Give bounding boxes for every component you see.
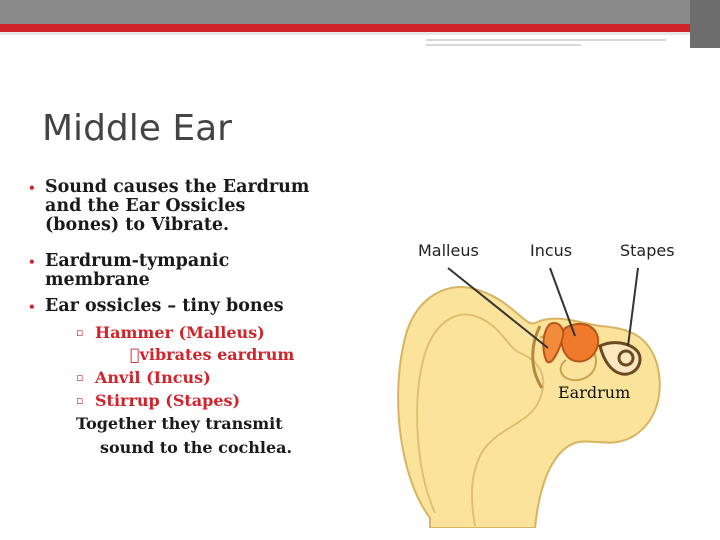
label-malleus: Malleus [418,241,479,260]
bullet-line: Sound causes the Eardrum [45,177,310,197]
bullet-marker: • [28,300,36,314]
sub-bullet-marker: ▫ [76,371,84,384]
bullet-marker: • [28,255,36,269]
note-line-1: Together they transmit [76,414,283,433]
ear-canal-shape [398,287,660,528]
top-band-red [0,24,690,32]
top-band-grey-dark [690,0,720,48]
bullet-line: Eardrum-tympanic [45,251,230,271]
label-stapes: Stapes [620,241,675,260]
bullet-eardrum [28,252,388,290]
sub-bullet-stirrup [76,389,388,412]
top-band-line-3 [426,44,581,46]
sub-bullet-text: Anvil (Incus) [95,368,211,387]
bullet-line: (bones) to Vibrate. [45,215,230,235]
sub-bullet-anvil [76,366,388,389]
sub-bullet-hammer [76,321,388,344]
sub-bullet-text: Stirrup (Stapes) [95,391,241,410]
bullet-text [45,178,309,235]
bullet-line: membrane [45,270,150,290]
sub-bullet-text: Hammer (Malleus) [95,323,265,342]
note-line-2: sound to the cochlea. [100,438,293,457]
slide-title: Middle Ear [42,108,232,149]
bullet-sound [28,178,388,235]
ear-diagram [390,228,690,528]
bullet-text [45,252,229,290]
bullet-line: and the Ear Ossicles [45,196,246,216]
sub-bullet-marker: ▫ [76,326,84,339]
label-eardrum: Eardrum [558,383,631,402]
bullet-marker: • [28,181,36,195]
ear-diagram-svg [390,228,690,528]
sub-bullet-marker: ▫ [76,394,84,407]
sub-bullet-continuation:  vibrates eardrum [130,345,295,364]
top-band-line-2 [426,39,666,41]
bullet-ossicles [28,297,388,317]
slide-content [28,178,388,460]
bullet-text: Ear ossicles – tiny bones [45,296,284,316]
ossicle-incus-shape [561,324,598,362]
top-band-line [0,32,690,35]
top-band-grey [0,0,720,24]
label-incus: Incus [530,241,573,260]
